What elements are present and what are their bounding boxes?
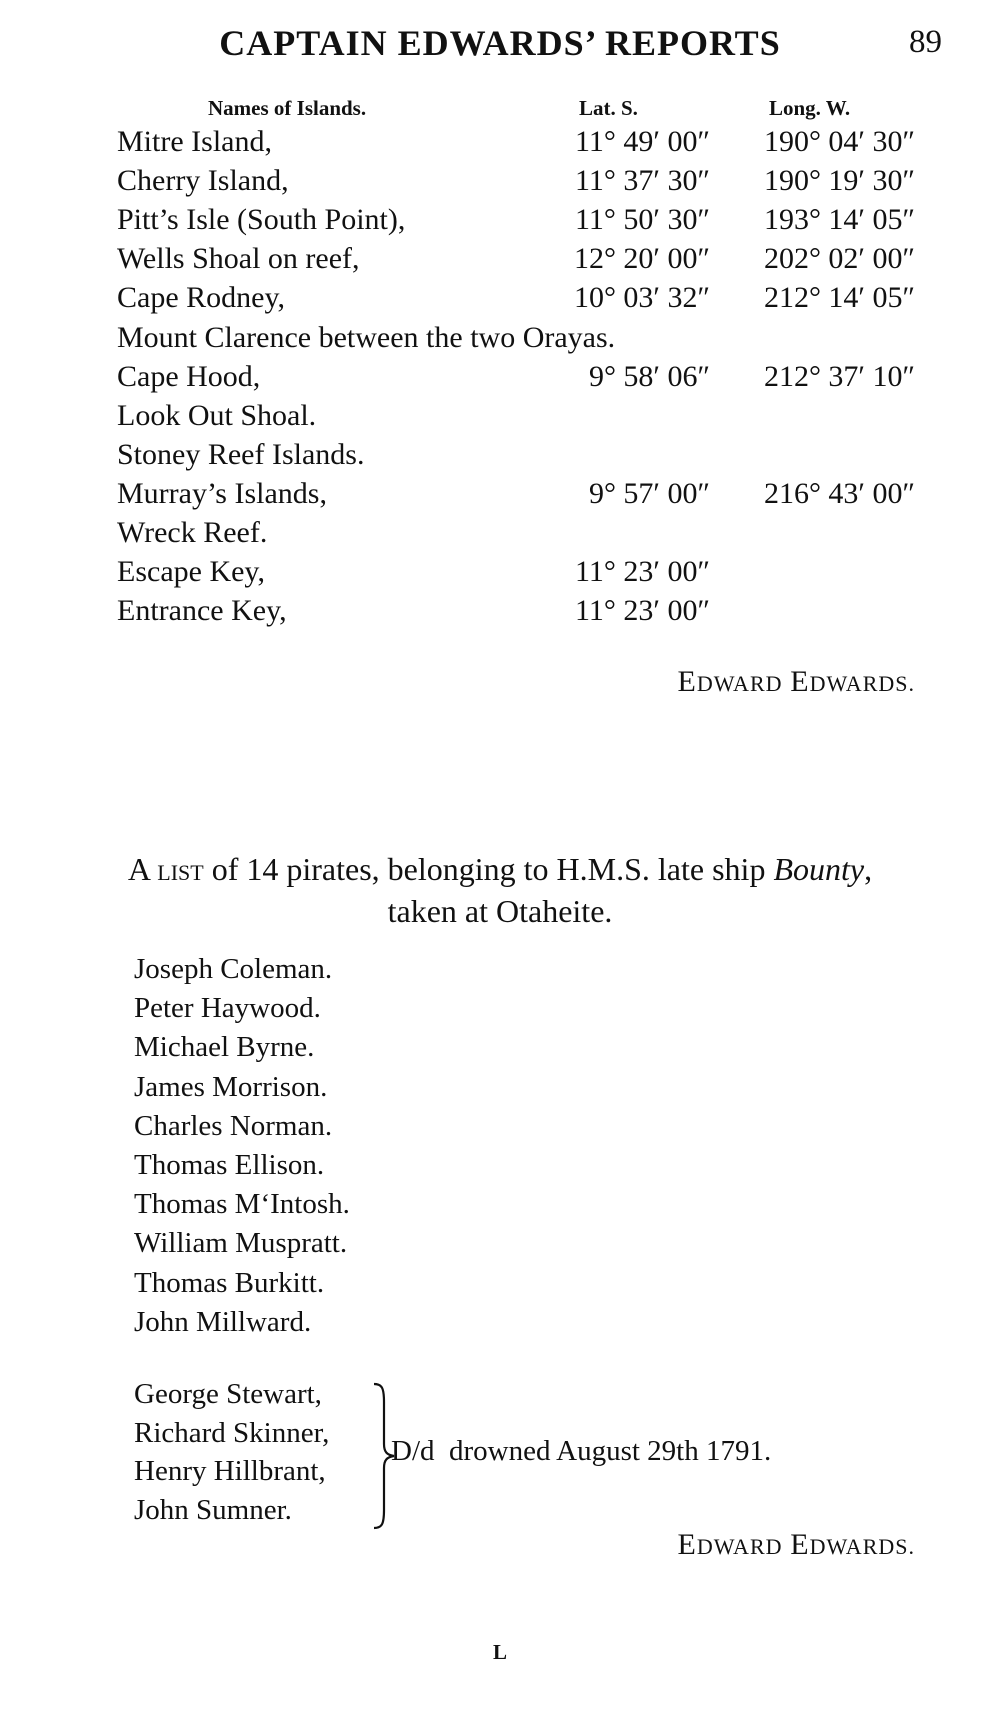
- pirate-list-heading: [0, 848, 1000, 932]
- signature-mark: L: [492, 1640, 507, 1664]
- column-header-long: Long. W.: [769, 96, 851, 120]
- latitude: 11° 49′ 00″: [575, 125, 710, 158]
- list-item: John Millward.: [134, 1305, 312, 1338]
- signature-text: DWARDS.: [809, 671, 915, 696]
- signature-initial: E: [677, 665, 697, 698]
- heading-text: of 14 pirates, belonging to H.M.S. late ship: [203, 851, 774, 887]
- latitude: 11° 23′ 00″: [575, 555, 710, 589]
- island-name: Mitre Island,: [117, 125, 272, 158]
- longitude: 216° 43′ 00″: [763, 476, 915, 510]
- heading-line-2: taken at Otaheite.: [387, 893, 613, 929]
- table-row: [0, 594, 1000, 633]
- running-title: CAPTAIN EDWARDS’ REPORTS: [219, 23, 781, 63]
- table-row: [0, 555, 1000, 594]
- longitude: 212° 37′ 10″: [763, 359, 915, 393]
- signature-initial: E: [677, 1528, 697, 1561]
- heading-initial: A: [127, 851, 150, 887]
- page-number: 89: [909, 24, 942, 60]
- list-item: Michael Byrne.: [134, 1031, 315, 1064]
- island-name: Look Out Shoal.: [117, 398, 317, 432]
- latitude: 11° 23′ 00″: [575, 594, 710, 628]
- table-row: [0, 321, 1000, 360]
- list-item: Charles Norman.: [134, 1109, 333, 1142]
- heading-line-1: [0, 848, 1000, 890]
- island-name: Wreck Reef.: [117, 516, 268, 549]
- list-item: Thomas M‘Intosh.: [134, 1188, 350, 1221]
- island-name: Entrance Key,: [117, 594, 287, 628]
- list-item: George Stewart,: [134, 1378, 322, 1410]
- island-name: Escape Key,: [117, 555, 265, 589]
- table-row: [0, 242, 1000, 281]
- longitude: 193° 14′ 05″: [763, 203, 915, 237]
- signature-initial: E: [790, 665, 810, 698]
- latitude: 10° 03′ 32″: [573, 281, 710, 315]
- drowned-names: [134, 1378, 329, 1532]
- table-row: [0, 164, 1000, 203]
- list-item: Thomas Burkitt.: [134, 1266, 325, 1299]
- signature-edward-edwards-2: [678, 1528, 915, 1562]
- island-name: Pitt’s Isle (South Point),: [117, 203, 406, 237]
- island-name: Cape Rodney,: [117, 281, 286, 315]
- column-header-names: Names of Islands.: [208, 96, 367, 120]
- table-row: [0, 360, 1000, 399]
- island-name: Wells Shoal on reef,: [117, 242, 360, 276]
- drowned-note: D/d drowned August 29th 1791.: [391, 1435, 772, 1467]
- table-row: [0, 477, 1000, 516]
- running-head: [0, 22, 1000, 72]
- list-item: Peter Haywood.: [134, 992, 321, 1025]
- longitude: 212° 14′ 05″: [763, 281, 915, 315]
- table-row: [0, 438, 1000, 477]
- latitude: 11° 37′ 30″: [575, 164, 710, 198]
- latitude: 9° 57′ 00″: [588, 476, 710, 510]
- longitude: 190° 19′ 30″: [763, 164, 915, 198]
- signature-text: DWARDS.: [809, 1534, 915, 1559]
- island-name: Stoney Reef Islands.: [117, 437, 365, 471]
- island-name: Murray’s Islands,: [117, 476, 327, 510]
- heading-punct: ,: [864, 851, 873, 887]
- table-row: [0, 399, 1000, 438]
- latitude: 12° 20′ 00″: [573, 242, 710, 276]
- latitude: 11° 50′ 30″: [575, 203, 710, 237]
- pirate-list: [134, 953, 350, 1345]
- list-item: Henry Hillbrant,: [134, 1455, 326, 1487]
- signature-edward-edwards-1: [678, 665, 915, 699]
- table-row: [0, 516, 1000, 555]
- heading-smallcaps: list: [157, 851, 204, 887]
- signature-text: DWARD: [696, 671, 783, 696]
- list-item: Joseph Coleman.: [134, 953, 333, 985]
- island-name: Mount Clarence between the two Orayas.: [117, 320, 616, 354]
- table-row: [0, 281, 1000, 320]
- list-item: Thomas Ellison.: [134, 1148, 325, 1181]
- latitude: 9° 58′ 06″: [588, 359, 710, 393]
- signature-initial: E: [790, 1528, 810, 1561]
- table-row: [0, 125, 1000, 164]
- list-item: James Morrison.: [134, 1070, 328, 1103]
- list-item: William Muspratt.: [134, 1227, 348, 1260]
- island-name: Cape Hood,: [117, 359, 261, 393]
- table-row: [0, 203, 1000, 242]
- list-item: Richard Skinner,: [134, 1416, 330, 1449]
- ship-name: Bounty: [773, 851, 865, 887]
- longitude: 202° 02′ 00″: [763, 242, 915, 276]
- list-item: John Sumner.: [134, 1493, 292, 1526]
- island-name: Cherry Island,: [117, 164, 289, 198]
- signature-text: DWARD: [696, 1534, 783, 1559]
- column-header-lat: Lat. S.: [579, 96, 638, 120]
- longitude: 190° 04′ 30″: [763, 125, 915, 158]
